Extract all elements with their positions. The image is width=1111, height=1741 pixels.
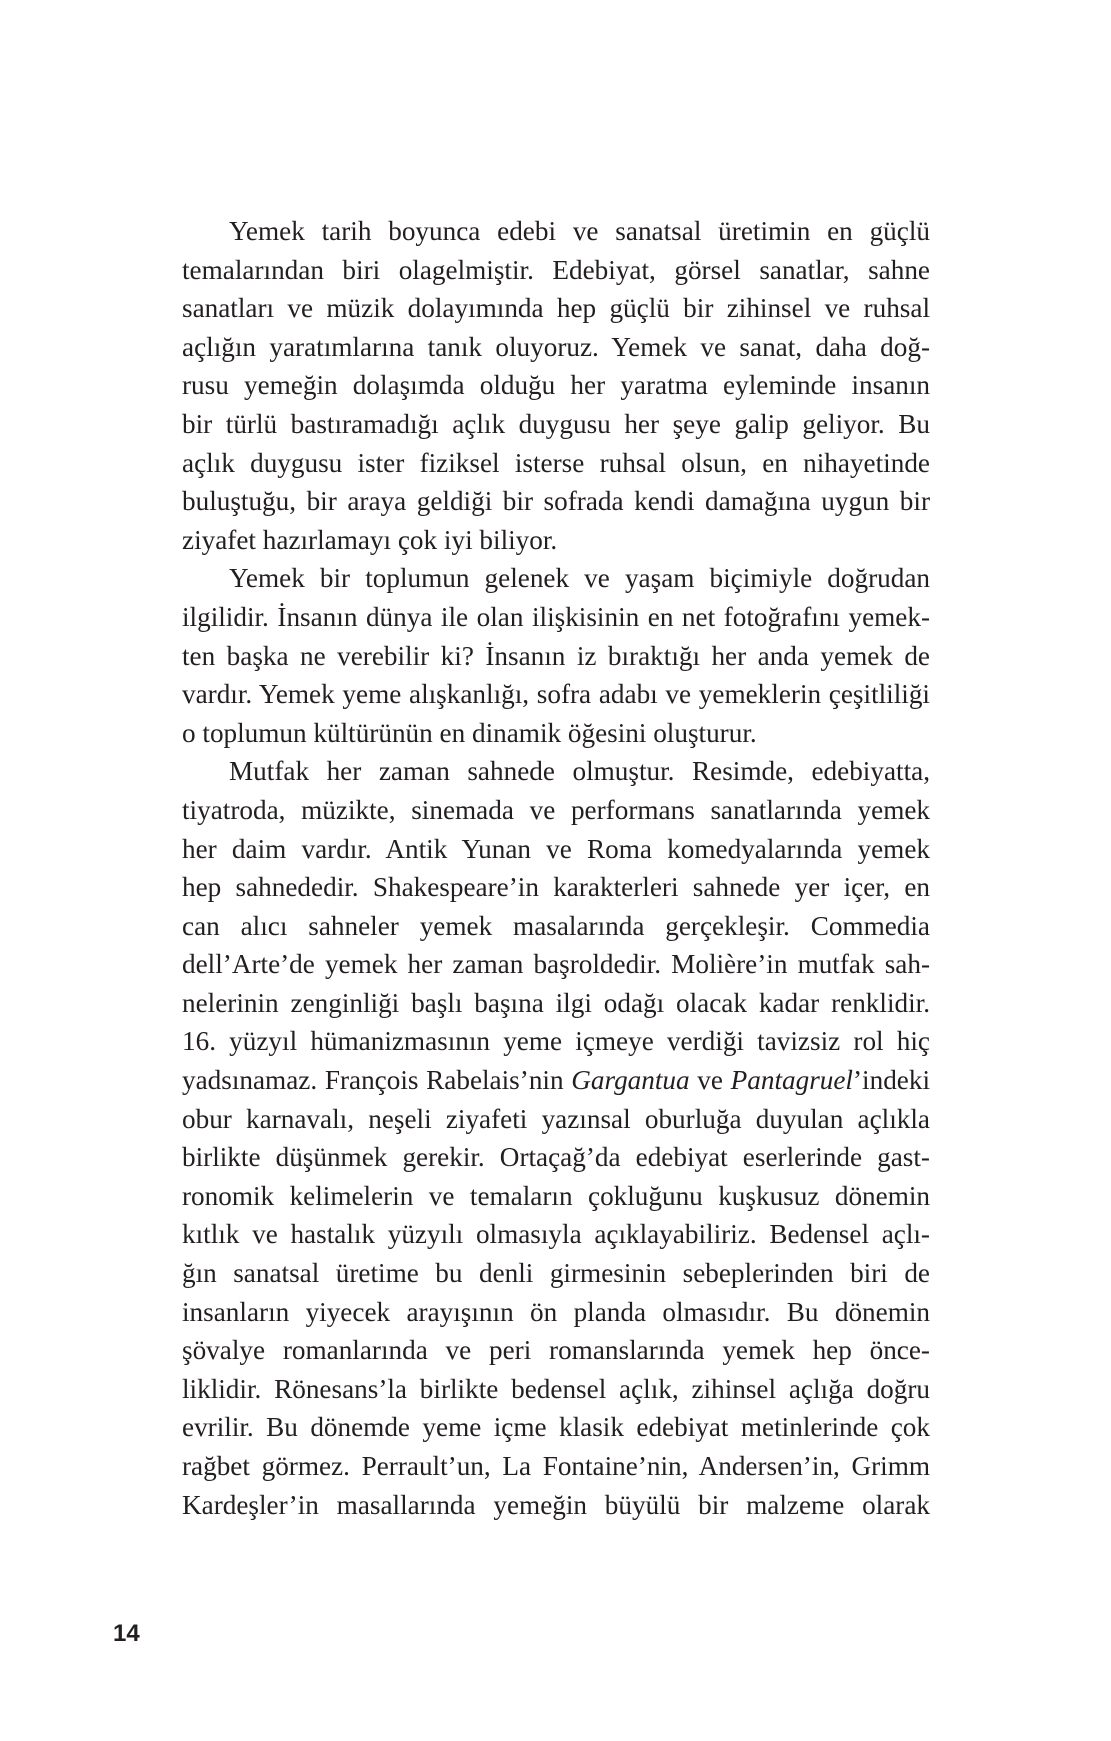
text-line: her daim vardır. Antik Yunan ve Roma komedyalarında yemek	[182, 833, 930, 864]
page-number: 14	[113, 1620, 140, 1647]
text-line: vardır. Yemek yeme alışkanlığı, sofra adabı ve yemeklerin çeşitliliği	[182, 679, 930, 710]
text-line: can alıcı sahneler yemek masalarında gerçekleşir. Commedia	[182, 910, 930, 941]
text-line: ziyafet hazırlamayı çok iyi biliyor.	[182, 524, 558, 555]
text-line: rağbet görmez. Perrault’un, La Fontaine’nin, Andersen’in, Grimm	[182, 1451, 930, 1481]
text-line: tiyatroda, müzikte, sinemada ve performans sanatlarında yemek	[182, 794, 930, 825]
text-line: evrilir. Bu dönemde yeme içme klasik edebiyat metinlerinde çok	[182, 1412, 930, 1443]
text-line: Kardeşler’in masallarında yemeğin büyülü bir malzeme olarak	[182, 1489, 930, 1520]
book-title-italic: Gargantua	[571, 1065, 690, 1096]
text-line: şövalye romanlarında ve peri romanslarında yemek hep önce-	[182, 1335, 930, 1366]
text-line: açlığın yaratımlarına tanık oluyoruz. Yemek ve sanat, daha doğ-	[182, 331, 930, 362]
text-line: buluştuğu, bir araya geldiği bir sofrada kendi damağına uygun bir	[182, 486, 930, 517]
text-line: açlık duygusu ister fiziksel isterse ruhsal olsun, en nihayetinde	[182, 447, 930, 478]
text-line: obur karnavalı, neşeli ziyafeti yazınsal oburluğa duyulan açlıkla	[182, 1103, 930, 1134]
text-line: insanların yiyecek arayışının ön planda olmasıdır. Bu dönemin	[182, 1296, 930, 1327]
text-line: sanatları ve müzik dolayımında hep güçlü bir zihinsel ve ruhsal	[182, 293, 930, 324]
text-line: ten başka ne verebilir ki? İnsanın iz bıraktığı her anda yemek de	[182, 640, 930, 671]
text-line: temalarından biri olagelmiştir. Edebiyat, görsel sanatlar, sahne	[182, 254, 930, 285]
text-line: liklidir. Rönesans’la birlikte bedensel açlık, zihinsel açlığa doğru	[182, 1373, 930, 1404]
text-line: nelerinin zenginliği başlı başına ilgi odağı olacak kadar renklidir.	[182, 987, 930, 1018]
text-line: o toplumun kültürünün en dinamik öğesini oluşturur.	[182, 717, 757, 748]
text-line: kıtlık ve hastalık yüzyılı olmasıyla açıklayabiliriz. Bedensel açlı-	[182, 1219, 930, 1250]
text-line: 16. yüzyıl hümanizmasının yeme içmeye verdiği tavizsiz rol hiç	[182, 1026, 930, 1057]
text-line: hep sahnededir. Shakespeare’in karakterleri sahnede yer içer, en	[182, 872, 930, 903]
book-title-italic: Pantagruel	[730, 1065, 853, 1096]
text-line: yadsınamaz. François Rabelais’nin Gargantua ve Pantagruel’indeki	[182, 1065, 931, 1096]
text-line: bir türlü bastıramadığı açlık duygusu her şeye galip geliyor. Bu	[182, 408, 930, 439]
text-line: ronomik kelimelerin ve temaların çokluğunu kuşkusuz dönemin	[182, 1180, 930, 1211]
text-line: Yemek bir toplumun gelenek ve yaşam biçimiyle doğrudan	[229, 563, 930, 594]
text-line: ğın sanatsal üretime bu denli girmesinin sebeplerinden biri de	[182, 1258, 930, 1289]
body-text	[182, 212, 930, 1524]
text-line: Mutfak her zaman sahnede olmuştur. Resimde, edebiyatta,	[229, 756, 930, 787]
text-line: birlikte düşünmek gerekir. Ortaçağ’da edebiyat eserlerinde gast-	[182, 1142, 930, 1173]
text-line: rusu yemeğin dolaşımda olduğu her yaratma eyleminde insanın	[182, 370, 930, 401]
text-line: dell’Arte’de yemek her zaman başroldedir. Molière’in mutfak sah-	[182, 949, 930, 980]
text-line: Yemek tarih boyunca edebi ve sanatsal üretimin en güçlü	[229, 216, 930, 246]
text-line: ilgilidir. İnsanın dünya ile olan ilişkisinin en net fotoğrafını yemek-	[182, 601, 930, 632]
